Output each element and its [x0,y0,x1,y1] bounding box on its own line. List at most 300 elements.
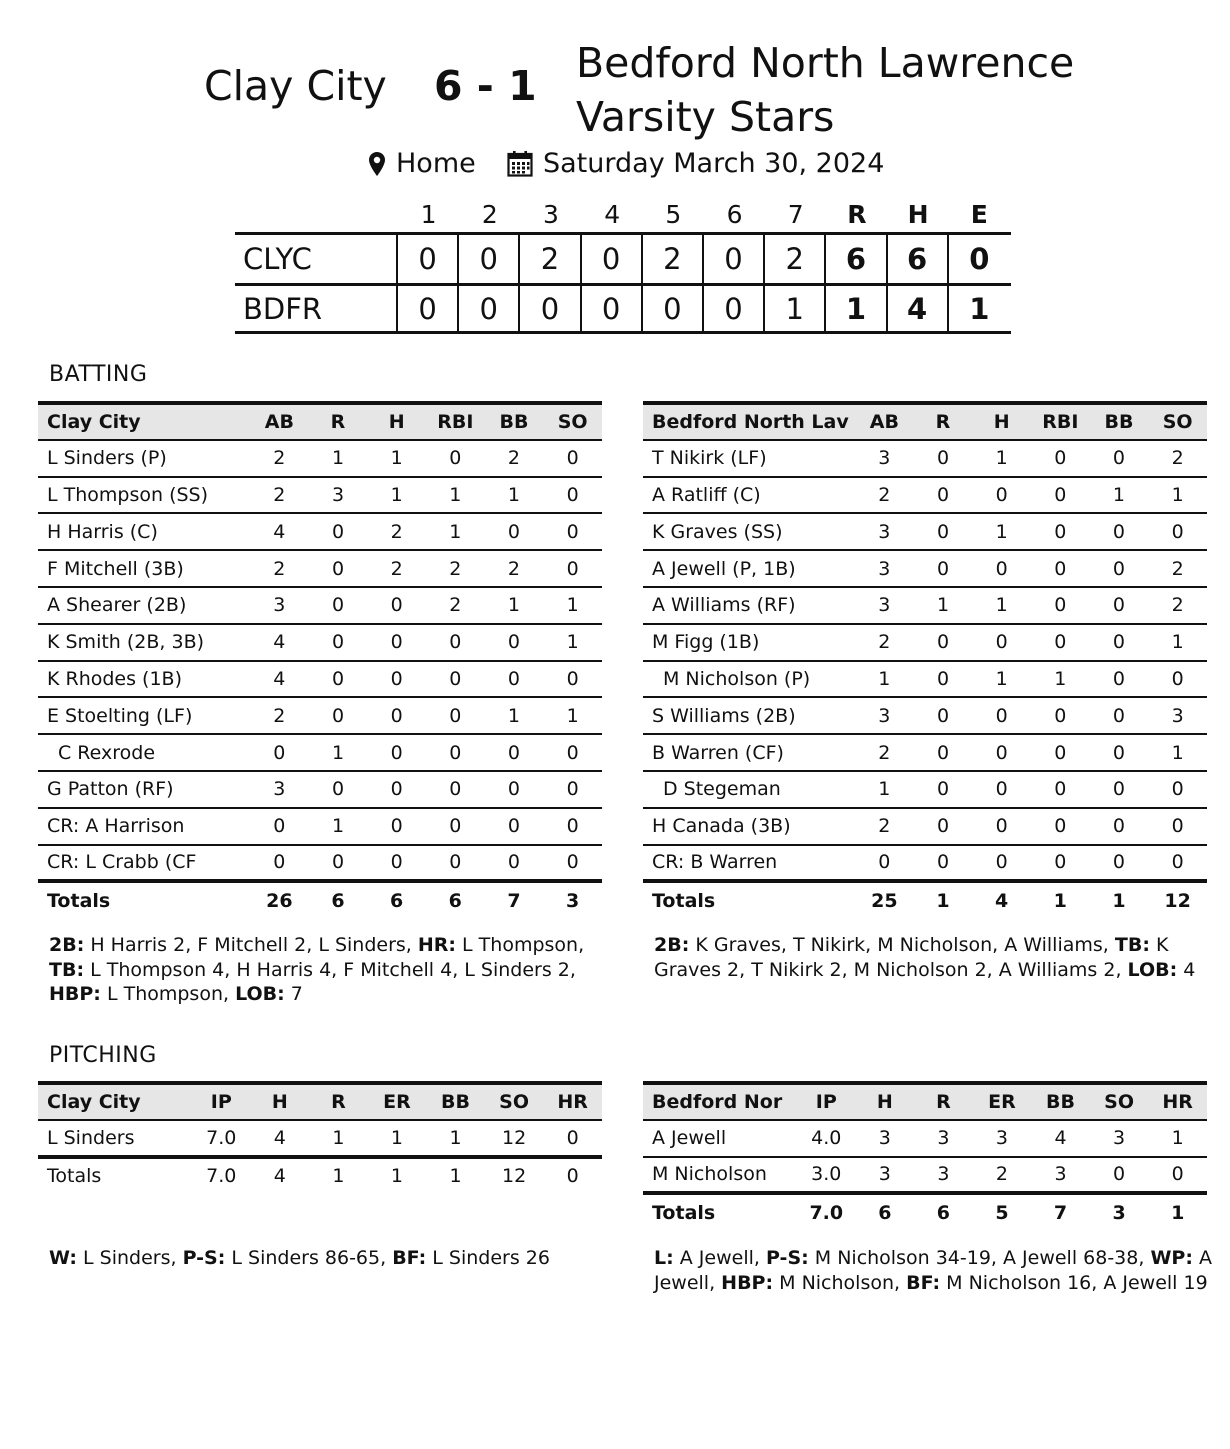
team-header: Bedford North Lav [643,403,855,440]
game-location [368,148,476,179]
stat-cell: 2 [1148,550,1207,587]
stat-cell: 0 [1090,440,1149,477]
player-name: A Jewell [643,1120,797,1157]
note-text: L Thompson, [100,983,236,1005]
table-row [38,734,602,771]
total-cell: 4 [251,1157,310,1194]
stat-cell: 0 [1090,661,1149,698]
stat-cell: 1 [972,513,1031,550]
stat-cell: 0 [1031,734,1090,771]
batting-section-title: BATTING [49,362,148,387]
inning-header: 6 [726,199,743,229]
inning-header: 1 [420,199,437,229]
table-row [643,845,1207,882]
linescore-team: BDFR [235,286,398,331]
stat-cell: 0 [972,771,1031,808]
stat-cell: 2 [250,440,309,477]
stat-cell: 1 [309,440,368,477]
total-cell: 1 [426,1157,485,1194]
player-name: K Smith (2B, 3B) [38,624,250,661]
stat-cell: 0 [1171,851,1184,874]
stat-cell: 0 [390,851,403,874]
col-header: HR [543,1083,602,1120]
inning-score: 0 [704,235,765,283]
inning-score: 0 [643,286,704,331]
note-text: L Thompson 4, H Harris 4, F Mitchell 4, L Sinders 2, [84,958,576,981]
linescore [235,196,1011,334]
player-name: L Sinders [47,1126,135,1149]
map-pin-icon [368,151,386,177]
stat-cell: 0 [250,734,309,771]
inning-header: 5 [665,199,682,229]
stat-cell: 1 [485,477,544,514]
note-label: BF: [392,1247,427,1269]
stat-cell: 2 [1148,440,1207,477]
stat-cell: 2 [250,550,309,587]
stat-cell: 1 [426,513,485,550]
stat-cell: 0 [367,808,426,845]
stat-cell: 0 [914,440,973,477]
inning-score: 0 [582,286,643,331]
table-row [643,550,1207,587]
note-label: 2B: [654,934,690,956]
stat-cell: 0 [543,771,602,808]
inning-score: 2 [520,235,581,283]
stat-cell: 0 [1031,624,1090,661]
stat-cell: 0 [1090,734,1149,771]
stat-cell: 0 [1171,1163,1184,1186]
note-label: HBP: [721,1271,774,1294]
col-header: AB [250,403,309,440]
table-row [643,440,1207,477]
stat-cell: 3 [856,1120,915,1157]
col-header: H [972,403,1031,440]
stat-cell: 3 [878,1163,891,1186]
hits-total: 4 [888,286,949,331]
stat-cell: 0 [1148,513,1207,550]
pitching-table-away [38,1081,602,1193]
hits-total: 6 [888,235,949,283]
stat-cell: 1 [1148,734,1207,771]
table-row [643,513,1207,550]
stat-cell: 0 [914,771,973,808]
stat-cell: 4 [250,513,309,550]
inning-header: 7 [787,199,804,229]
stat-cell: 3 [914,1120,973,1157]
total-cell: 1 [368,1157,427,1194]
stat-cell: 1 [543,587,602,624]
player-name: M Nicholson (P) [643,661,855,698]
player-name: T Nikirk (LF) [643,440,855,477]
col-header: IP [192,1083,251,1120]
runs-total: 6 [826,235,887,283]
note-text: A Jewell, [673,1247,766,1269]
stat-cell: 0 [972,550,1031,587]
stat-cell: 3 [250,587,309,624]
stat-cell: 2 [1148,587,1207,624]
total-cell: 1 [1148,1193,1207,1230]
team-header: Clay City [38,403,250,440]
note-text: M Nicholson, [773,1271,907,1294]
table-row [643,661,1207,698]
stat-cell: 1 [1031,661,1090,698]
stat-cell: 0 [914,477,973,514]
pitching-table-home [643,1081,1207,1230]
stat-cell: 1 [914,587,973,624]
table-row [643,477,1207,514]
stat-cell: 0 [485,661,544,698]
stat-cell: 0 [914,661,973,698]
table-row [643,771,1207,808]
stat-cell: 0 [309,550,368,587]
col-header: R [309,1083,368,1120]
table-row [38,587,602,624]
away-team-name: Clay City [204,62,387,110]
stat-cell: 0 [972,697,1031,734]
player-name: CR: A Harrison [38,808,250,845]
stat-cell: 0 [485,624,544,661]
table-row [38,661,602,698]
note-label: BF: [906,1271,941,1294]
stat-cell: 3 [855,513,914,550]
errors-total: 0 [969,242,990,276]
player-name: M Nicholson [652,1163,767,1186]
table-row [643,1120,1207,1157]
stat-cell: 0 [1090,624,1149,661]
runs-total: 1 [826,286,887,331]
stat-cell: 1 [543,697,602,734]
stat-cell: 0 [1031,477,1090,514]
total-cell: 6 [856,1193,915,1230]
inning-score: 0 [704,286,765,331]
total-cell: 3 [543,881,602,918]
player-name: F Mitchell (3B) [38,550,250,587]
stat-cell: 0 [426,697,485,734]
table-row [38,624,602,661]
stat-cell: 0 [426,808,485,845]
player-name: A Williams (RF) [643,587,855,624]
table-row [38,1120,602,1157]
stat-cell: 0 [250,808,309,845]
total-cell: 7 [1031,1193,1090,1230]
stat-cell: 1 [332,1126,345,1149]
stat-cell: 3 [1054,1163,1067,1186]
player-name: M Figg (1B) [643,624,855,661]
stat-cell: 0 [273,851,286,874]
table-row [643,1157,1207,1194]
col-header: SO [1148,403,1207,440]
total-cell: 12 [1148,881,1207,918]
table-row [643,808,1207,845]
total-cell: 1 [309,1157,368,1194]
stat-cell: 0 [543,477,602,514]
table-row [643,734,1207,771]
stat-cell: 0 [1031,513,1090,550]
col-header: SO [543,403,602,440]
stat-cell: 4 [1031,1120,1090,1157]
stat-cell: 1 [972,587,1031,624]
stat-cell: 2 [485,440,544,477]
stat-cell: 3 [855,697,914,734]
totals-label: Totals [643,1193,797,1230]
col-header: RBI [1031,403,1090,440]
player-name: A Jewell (P, 1B) [643,550,855,587]
col-header: R [914,1083,973,1120]
errors-header: E [970,199,988,229]
stat-cell: 3.0 [811,1163,842,1186]
totals-row [643,881,1207,918]
team-header: Bedford Nor [643,1083,797,1120]
stat-cell: 0 [543,550,602,587]
player-name: S Williams (2B) [643,697,855,734]
note-label: W: [49,1247,77,1269]
col-header: SO [485,1083,544,1120]
errors-total: 1 [969,291,990,326]
stat-cell: 0 [309,587,368,624]
stat-cell: 2 [855,477,914,514]
stat-cell: 0 [367,734,426,771]
stat-cell: 0 [485,513,544,550]
stat-cell: 7.0 [206,1126,237,1149]
stat-cell: 0 [1031,440,1090,477]
totals-label: Totals [38,1157,192,1194]
player-name: K Graves (SS) [643,513,855,550]
note-text: A Jewell, [654,1247,1212,1294]
stat-cell: 1 [1090,477,1149,514]
note-text: M Nicholson 16, A Jewell 19 [940,1271,1208,1294]
stat-cell: 1 [1148,1120,1207,1157]
stat-cell: 0 [426,771,485,808]
player-name: CR: L Crabb (CF [47,851,197,874]
total-cell: 7.0 [797,1193,856,1230]
stat-cell: 0 [485,808,544,845]
col-header: BB [1090,403,1149,440]
game-date [507,148,884,179]
stat-cell: 2 [367,550,426,587]
stat-cell: 2 [250,697,309,734]
table-row [38,808,602,845]
stat-cell: 0 [566,851,579,874]
total-cell: 1 [914,881,973,918]
stat-cell: 0 [507,851,520,874]
total-cell: 1 [1090,881,1149,918]
stat-cell: 0 [1090,550,1149,587]
note-label: TB: [1114,934,1150,956]
total-cell: 26 [250,881,309,918]
batting-table-home [643,401,1207,918]
table-row [38,550,602,587]
stat-cell: 1 [855,661,914,698]
col-header: R [914,403,973,440]
calendar-icon [507,150,533,177]
stat-cell: 0 [543,440,602,477]
stat-cell: 0 [1031,697,1090,734]
note-label: LOB: [235,983,285,1005]
stat-cell: 0 [309,624,368,661]
location-label: Home [396,148,476,179]
totals-label: Totals [38,881,250,918]
player-name: C Rexrode [38,734,250,771]
stat-cell: 0 [1031,771,1090,808]
stat-cell: 0 [426,661,485,698]
stat-cell: 0 [367,771,426,808]
runs-header: R [847,199,867,229]
stat-cell: 1 [309,808,368,845]
player-name: A Ratliff (C) [643,477,855,514]
stat-cell: 1 [1148,624,1207,661]
stat-cell: 1 [855,771,914,808]
note-text: K Graves 2, T Nikirk 2, M Nicholson 2, A Williams 2, [654,934,1169,981]
stat-cell: 0 [936,851,950,874]
inning-score: 0 [459,286,520,331]
team-header: Clay City [38,1083,192,1120]
stat-cell: 1 [972,440,1031,477]
inning-score: 0 [398,235,459,283]
stat-cell: 4.0 [797,1120,856,1157]
player-name: K Rhodes (1B) [38,661,250,698]
note-text: L Thompson, [456,934,585,956]
date-label: Saturday March 30, 2024 [543,148,885,179]
total-cell: 25 [855,881,914,918]
total-cell: 12 [485,1157,544,1194]
stat-cell: 1 [309,734,368,771]
stat-cell: 3 [250,771,309,808]
inning-header: 3 [543,199,559,229]
stat-cell: 0 [309,771,368,808]
stat-cell: 3 [937,1163,950,1186]
stat-cell: 2 [855,624,914,661]
stat-cell: 0 [543,513,602,550]
stat-cell: 0 [1031,808,1090,845]
stat-cell: 0 [449,851,462,874]
total-cell: 1 [1031,881,1090,918]
inning-score: 2 [643,235,704,283]
note-label: TB: [49,958,85,981]
stat-cell: 0 [1112,851,1125,874]
stat-cell: 12 [502,1126,527,1149]
total-cell: 4 [972,881,1031,918]
stat-cell: 1 [1148,477,1207,514]
total-cell: 6 [309,881,368,918]
stat-cell: 0 [543,734,602,771]
note-label: 2B: [49,934,85,956]
stat-cell: 0 [914,624,973,661]
player-name: H Harris (C) [38,513,250,550]
stat-cell: 0 [309,513,368,550]
stat-cell: 1 [449,1126,462,1149]
stat-cell: 0 [995,851,1008,874]
stat-cell: 0 [1113,1163,1126,1186]
stat-cell: 2 [855,734,914,771]
table-row [38,771,602,808]
note-label: HBP: [49,983,101,1005]
note-text: K Graves, T Nikirk, M Nicholson, A Williams, [689,934,1115,956]
pitching-notes-away [49,1246,609,1271]
stat-cell: 3 [1090,1120,1149,1157]
stat-cell: 0 [309,661,368,698]
player-name: E Stoelting (LF) [38,697,250,734]
stat-cell: 0 [1090,587,1149,624]
player-name: L Thompson (SS) [38,477,250,514]
table-row [38,697,602,734]
stat-cell: 2 [426,550,485,587]
stat-cell: 1 [367,440,426,477]
stat-cell: 0 [1148,808,1207,845]
stat-cell: 0 [367,697,426,734]
note-label: WP: [1150,1247,1193,1269]
table-row [38,477,602,514]
stat-cell: 0 [914,808,973,845]
stat-cell: 4 [273,1126,286,1149]
note-label: HR: [417,934,457,956]
stat-cell: 0 [878,851,891,874]
stat-cell: 3 [855,587,914,624]
stat-cell: 0 [426,734,485,771]
stat-cell: 0 [914,513,973,550]
col-header: AB [855,403,914,440]
batting-notes-home [654,933,1204,982]
stat-cell: 1 [485,587,544,624]
batting-table-away [38,401,602,918]
table-row [38,440,602,477]
stat-cell: 2 [426,587,485,624]
stat-cell: 0 [972,477,1031,514]
stat-cell: 0 [426,440,485,477]
col-header: BB [1031,1083,1090,1120]
stat-cell: 0 [1148,661,1207,698]
note-text: 7 [284,983,303,1005]
player-name: L Sinders (P) [38,440,250,477]
stat-cell: 0 [914,734,973,771]
col-header: SO [1090,1083,1149,1120]
total-cell: 6 [426,881,485,918]
inning-score: 2 [765,235,826,283]
total-cell: 0 [543,1157,602,1194]
stat-cell: 4 [250,624,309,661]
inning-score: 0 [520,286,581,331]
total-cell: 6 [367,881,426,918]
col-header: R [309,403,368,440]
stat-cell: 3 [973,1120,1032,1157]
col-header: HR [1148,1083,1207,1120]
stat-cell: 0 [1090,513,1149,550]
stat-cell: 0 [972,734,1031,771]
stat-cell: 0 [426,624,485,661]
stat-cell: 0 [485,771,544,808]
note-label: LOB: [1127,958,1178,981]
totals-row [38,881,602,918]
stat-cell: 0 [543,808,602,845]
linescore-row-home [235,283,1011,334]
inning-score: 0 [459,235,520,283]
stat-cell: 2 [995,1163,1009,1186]
totals-row [38,1157,602,1194]
player-name: D Stegeman [643,771,855,808]
col-header: H [367,403,426,440]
stat-cell: 2 [855,808,914,845]
stat-cell: 1 [972,661,1031,698]
note-text: L Sinders 86-65, [225,1247,393,1269]
table-row [643,697,1207,734]
note-text: M Nicholson 34-19, A Jewell 68-38, [808,1247,1151,1269]
note-text: L Sinders, [76,1247,183,1269]
inning-score: 0 [582,235,643,283]
player-name: H Canada (3B) [643,808,855,845]
player-name: CR: B Warren [652,851,778,874]
player-name: A Shearer (2B) [38,587,250,624]
col-header: H [251,1083,310,1120]
stat-cell: 0 [1031,587,1090,624]
